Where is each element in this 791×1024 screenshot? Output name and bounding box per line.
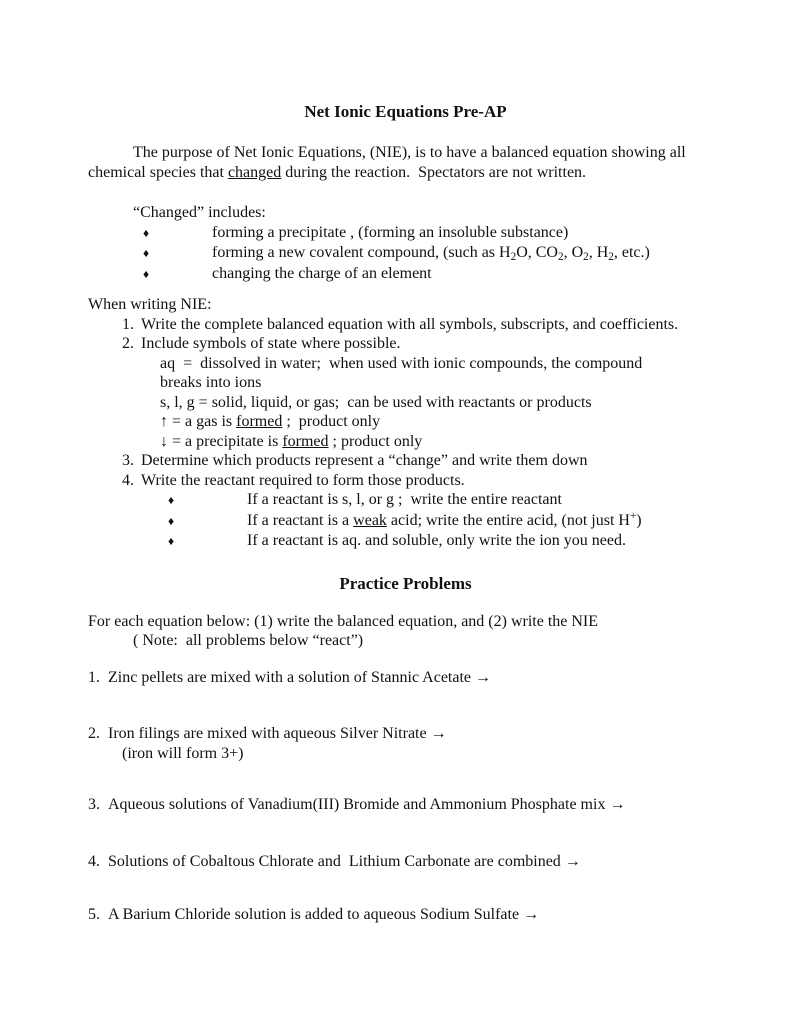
diamond-bullet-icon: ♦	[168, 513, 175, 528]
practice-problems-heading: Practice Problems	[339, 573, 472, 593]
problem-note: (iron will form 3+)	[122, 744, 244, 762]
step-subline: breaks into ions	[160, 374, 262, 391]
bullet-text: changing the charge of an element	[212, 264, 432, 282]
problem-text: Aqueous solutions of Vanadium(III) Bromide and Ammonium Phosphate mix →	[108, 796, 626, 813]
step-item	[88, 315, 723, 335]
problem-item	[88, 668, 723, 688]
step-text: Write the reactant required to form those products.	[141, 471, 465, 489]
step-number: 1.	[122, 315, 134, 333]
problem-text: Solutions of Cobaltous Chlorate and Lithium Carbonate are combined →	[108, 852, 581, 870]
sub-bullet-text: If a reactant is s, l, or g ; write the entire reactant	[247, 491, 562, 508]
diamond-bullet-icon: ♦	[143, 225, 150, 240]
bullet-item	[88, 264, 723, 285]
sub-bullet-text: If a reactant is aq. and soluble, only write the ion you need.	[247, 532, 626, 549]
problem-item	[88, 852, 723, 872]
step-number: 2.	[122, 335, 134, 352]
problem-text: A Barium Chloride solution is added to aqueous Sodium Sulfate →	[108, 906, 540, 923]
problem-item	[88, 724, 723, 763]
step-text: Write the complete balanced equation with all symbols, subscripts, and coefficients.	[141, 315, 679, 333]
bullet-item	[88, 243, 723, 264]
steps-list	[88, 315, 723, 552]
problem-number: 1.	[88, 668, 100, 686]
problem-number: 2.	[88, 725, 100, 742]
diamond-bullet-icon: ♦	[143, 246, 150, 260]
step-text: Include symbols of state where possible.	[141, 335, 401, 352]
step-subline: aq = dissolved in water; when used with ionic compounds, the compound	[160, 354, 643, 372]
diamond-bullet-icon: ♦	[168, 493, 175, 507]
problem-item	[88, 795, 723, 815]
sub-bullet-item	[88, 531, 723, 552]
document-title: Net Ionic Equations Pre-AP	[304, 102, 507, 121]
problem-text: Iron filings are mixed with aqueous Silver Nitrate →	[108, 725, 447, 742]
step-text: Determine which products represent a “change” and write them down	[141, 452, 588, 469]
problem-list	[88, 668, 723, 925]
problem-number: 4.	[88, 852, 100, 870]
problem-text: Zinc pellets are mixed with a solution of Stannic Acetate →	[108, 668, 492, 686]
step-item	[88, 334, 723, 354]
step-item	[88, 471, 723, 491]
diamond-bullet-icon: ♦	[143, 266, 150, 281]
step-subline: s, l, g = solid, liquid, or gas; can be used with reactants or products	[160, 393, 592, 411]
step-subline: ↓ = a precipitate is formed ; product only	[160, 432, 423, 450]
changed-bullet-list	[88, 223, 723, 285]
sub-bullet-item	[88, 511, 723, 532]
practice-note: ( Note: all problems below “react”)	[133, 632, 364, 649]
bullet-item	[88, 223, 723, 244]
intro-paragraph: The purpose of Net Ionic Equations, (NIE), is to have a balanced equation showing all chemical species that changed during the reaction. Spectators are not written.	[88, 144, 686, 181]
bullet-text: forming a new covalent compound, (such as $H_2O$, $CO_2$, $O_2$, $H_2$, etc.)	[212, 244, 650, 264]
problem-number: 5.	[88, 906, 100, 923]
bullet-text: forming a precipitate , (forming an insoluble substance)	[212, 223, 569, 241]
step-number: 3.	[122, 452, 134, 469]
problem-number: 3.	[88, 796, 100, 813]
step-subline: ↑ = a gas is formed ; product only	[160, 413, 381, 430]
when-writing-heading: When writing NIE:	[88, 296, 212, 313]
practice-instructions: For each equation below: (1) write the balanced equation, and (2) write the NIE	[88, 612, 599, 630]
changed-includes-heading: “Changed” includes:	[133, 204, 266, 221]
diamond-bullet-icon: ♦	[168, 534, 175, 548]
sub-bullet-text: If a reactant is a weak acid; write the entire acid, (not just H+)	[247, 510, 642, 529]
problem-item	[88, 905, 723, 925]
sub-bullet-item	[88, 490, 723, 511]
step-item	[88, 451, 723, 471]
step-number: 4.	[122, 471, 134, 489]
